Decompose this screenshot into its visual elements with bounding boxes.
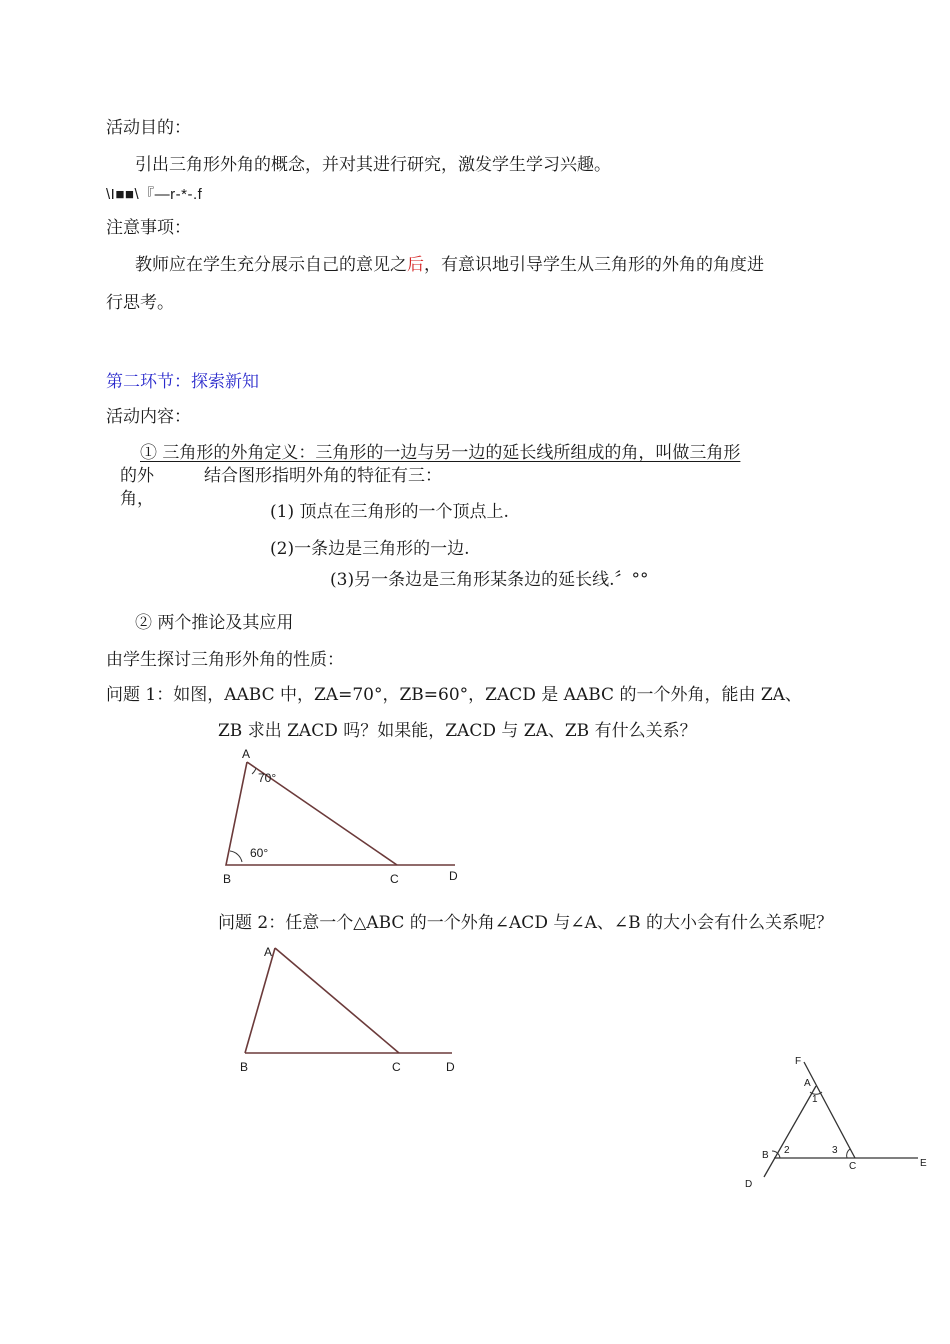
explore-text: 由学生探讨三角形外角的性质：: [106, 650, 344, 670]
question-2: 问题 2：任意一个△ABC 的一个外角∠ACD 与∠A、∠B 的大小会有什么关系呢？: [218, 913, 834, 933]
fig1-label-b: B: [223, 872, 232, 886]
notes-line1-c: ，有意识地引导学生从三角形的外角的角度进: [424, 255, 764, 275]
fig2-label-c: C: [392, 1060, 401, 1074]
question-1-line2: ZB 求出 ZACD 吗？如果能，ZACD 与 ZA、ZB 有什么关系？: [218, 721, 697, 741]
purpose-text: 引出三角形外角的概念，并对其进行研究，激发学生学习兴趣。: [135, 155, 611, 175]
fig2-label-b: B: [240, 1060, 249, 1074]
notes-heading: 注意事项：: [106, 218, 191, 238]
notes-highlight: 后: [407, 255, 424, 275]
content-heading: 活动内容：: [106, 407, 191, 427]
fig3-label-e: E: [920, 1158, 927, 1169]
fig1-label-c: C: [390, 872, 399, 886]
fig1-angle-b: 60°: [250, 846, 269, 860]
notes-line1-a: 教师应在学生充分展示自己的意见之: [135, 255, 407, 275]
fig1-label-d: D: [449, 869, 458, 883]
section-heading: 第二环节：探索新知: [106, 372, 259, 392]
fig1-angle-a: 70°: [258, 771, 277, 785]
purpose-heading: 活动目的：: [106, 118, 191, 138]
fig3-label-1: 1: [812, 1094, 818, 1105]
features-intro: 结合图形指明外角的特征有三：: [204, 466, 442, 486]
fig3-label-f: F: [795, 1056, 802, 1067]
corollary-heading: ② 两个推论及其应用: [135, 613, 294, 633]
feature-1: (1) 顶点在三角形的一个顶点上.: [270, 502, 509, 522]
notes-line2: 行思考。: [106, 293, 174, 313]
fig2-label-d: D: [446, 1060, 455, 1074]
fig3-label-3: 3: [832, 1145, 838, 1156]
fig3-label-2: 2: [784, 1145, 790, 1156]
definition-tail-2: 角，: [120, 489, 154, 509]
feature-2: (2)一条边是三角形的一边.: [270, 539, 470, 559]
fig3-label-a: A: [804, 1078, 811, 1089]
fig1-label-a: A: [242, 747, 251, 761]
definition-tail-1: 的外: [120, 466, 154, 486]
fig3-label-b: B: [762, 1150, 769, 1161]
garbled-text: \I■■\『—r-*-.f: [106, 186, 203, 203]
fig3-label-c: C: [849, 1161, 857, 1172]
definition-line: ① 三角形的外角定义：三角形的一边与另一边的延长线所组成的角，叫做三角形: [140, 443, 741, 463]
fig2-label-a: A: [264, 945, 273, 959]
question-1-line1: 问题 1：如图，AABC 中，ZA=70°，ZB=60°，ZACD 是 AABC 的一个外角，能由 ZA、: [106, 685, 802, 705]
feature-3: (3)另一条边是三角形某条边的延长线.〞°°: [330, 570, 649, 590]
fig3-label-d: D: [745, 1179, 753, 1190]
